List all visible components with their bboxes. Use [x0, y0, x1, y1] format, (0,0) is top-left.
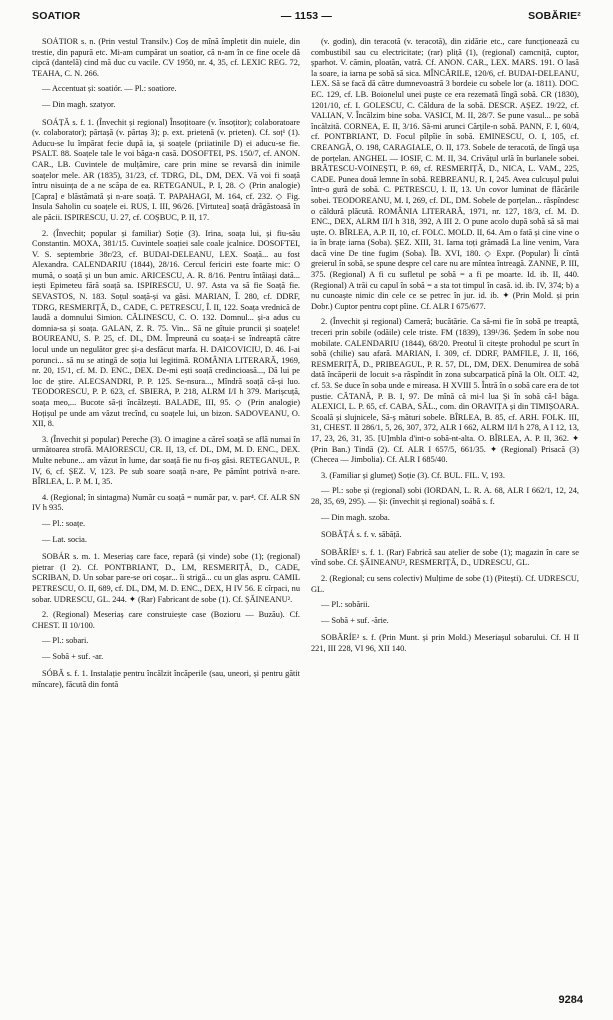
entry-sobarie2: SOBĂRÍE² s. f. (Prin Munt. și prin Mold.) Meseriașul sobarului. Cf. H II 221, III 228, VI 96, XII 140.	[311, 633, 579, 653]
entry-sobarie1-etymology: — Sobă + suf. -ărie.	[321, 615, 389, 625]
entry-soata-plural: — Pl.: soațe.	[42, 518, 86, 528]
entry-soata-sense-2: 2. (Învechit; popular și familiar) Soție (3). Irina, soața lui, și fiu-său Constantin. MOXA, 381/15. Cuvintele soației sale coale jcalnice. DOSOFTEI, V. S. septembrie 38r/23, cf. BUDAI-DELEANU, LEX. Soață... au fost Alexandra. CALENDARIU (1844), 28/16. Cercul fericiri este foarte mic: O mumă, o soață și un bun amic. ARICESCU, A. R. 8/16. Pentru întâiași dată... iești Epimeteu fără soață sa. ISPIRESCU, U. 97. Asta va să fie Soață fie. SEVASTOS, N. 183. Soțul soață-și va găsi. MARIAN, Î. 280, cf. DDRF, TDRG, RESMERIȚĂ, D., CADE, C. PETRESCU, Î. II, 122. Soața vrednică de laudă a domnului Simion. CĂLINESCU, C. O. 132. Domnul... și-a adus cu domnia-sa și soața. GALAN, Z. R. 75. Vin... Să ne gîtuie pruncii și soațele! BOUREANU, S. P. 25, cf. DL, DM. Împreună cu soața-i se îndreaptă către locul unde un negulător grec și-a desfăcut marfa. H. DAICOVICIU, D. 46. I-ai porunci... să nu se atingă de soția lui legitimă. ROMÂNIA LITERARĂ, 1969, nr. 20, 15/1, cf. M. D. ENC., DEX. De-mi ești soață credincioasă..., Dă lui pe loc de știre. ALECSANDRI, P. P. 125. Se-nsura..., Mîndră soață că-și luo. TEODORESCU, P. P. 623, cf. SBIERA, P. 218, ALRM I/I h 379. Marișcuță, soața meo,... Bucote să-ți încălzești. BALADE, III, 95. ◇ (Prin analogie) Hoțișul pe unde am văzut trecînd, cu soațele lui, un bizon. SADOVEANU, O. XII, 8.	[32, 228, 300, 429]
header-first-entry: SOATIOR	[32, 10, 81, 22]
header-page-number: — 1153 —	[280, 10, 333, 22]
entry-soatior: SOÁTIOR s. n. (Prin vestul Transilv.) Coș de mînă împletit din nuiele, din trestie, din papură etc. Mi-am cumpărat un soatior, că n-am în ce fine ocele dă cipcă (dantelă) cind mă duc cu vacile. CV 1950, nr. 4, 35, cf. LEXIC REG. 72, TEAHA, C. N. 266.	[32, 37, 300, 78]
entry-soata-sense-3: 3. (Învechit și popular) Pereche (3). O imagine a căreî soață se află numai în următoarea strofă. MAIORESCU, CR. II, 13, cf. DL, DM, M. D. ENC., DEX. Multe nebune... am văzut în lume, dar soață fie nu fi-oș găsi. RETEGANUL, P. IV, 6, cf. ȘEZ. V, 123. Pe sub soare soață n-are, Pe pămînt potrivă n-are. BÎRLEA, L. P. M. I, 35.	[32, 434, 300, 487]
entry-soatior-accent: — Accentuat și: soatiór. — Pl.: soatiore.	[42, 84, 177, 94]
entry-sobar-sense-2: 2. (Regional) Meseriaș care construiește case (Bozioru — Buzău). Cf. CHEST. II 10/100.	[32, 610, 300, 630]
left-column	[32, 37, 300, 981]
entry-soba-etymology: — Din magh. szoba.	[321, 512, 390, 522]
entry-soba-sense-1-cont: (v. godin), din teracotă (v. teracotă), din zidărie etc., care funcționează cu combustibil sau cu electricitate; (rar) pliță (1), (regional) camcniță, cuptor, șparhot. V. cămin, ploatăn, vatră. Cf. ANON. CAR., LEX. MARS. 191. O lasă la soare, ia iarna pe sobă să sica. MÎNCĂRILE, 120/6, cf. BUDAI-DELEANU, LEX. Să se facă dă către dumnevoastră 3 bordeie cu sobele lor (a. 1811). DOC. EC. 129, cf. LB. Boionelul unei puște ce era rezemată lîngă sobă. CR (1830), 1201/10, cf. I. GOLESCU, C. Căldura de la sobă. DESCR. AȘEZ. 19/22, cf. VALIAN, V. Încălzim bine soba. VASICI, M. II, 28/7. Se pune vasul... pe sobă încălzită. CORNEA, E. II, 3/16. Să-mi arunci Cărțile-n sobă. PANN, F. I, 60/4, cf. PONTBRIANT, D. Focul pîlpîie în sobă. EMINESCU, O. I, 105, cf. CREANGĂ, O. 198, CARAGIALE, O. II, 173. Sobele de teracotă, de lîngă ușa de porțelan. ANGHEL — IOSIF, C. M. II, 34. Crivățul urlă în burlanele sobei. BRĂTESCU-VOINEȘTI, P. 69, cf. RESMERIȚĂ, D., NICA, L. VAM., 225, CADE. Punea două lemne în sobă. REBREANU, R. I, 245. Avea culcușul pului într-o gură de sobă. C. PETRESCU, I. II, 13. Un covor luminat de flăcările sobei. TEODOREANU, M. I, 269, cf. DL, DM. Sobele de porțelan... răspîndesc o căldură plăcută. ROMÂNIA LITERARĂ, 1971, nr. 127, 18/3, cf. M. D. ENC., DEX, ALRM II/I h 318, 392, A III 2. O pune acolo după sobă să să mai uște. O. BÎRLEA, A.P. II, 10, cf. FOLC. MOLD. II, 64. Am o fată și cine vine o ia în brațe iarna (Soba). ȘEZ. XIII, 31. Iarna toți grămadă La line venim, Vara dacă vine De tine fugim (Soba). ÎB. XVI, 180. ◇ Expr. (Popular) Îi cîntă greierul în sobă, se spune despre cel care nu are mîntea întreagă. ZANNE, P. III, 375. (Regional) A fi cu sufletul pe sobă = a fi pe moarte. Id. ib. II, 440. (Regional) A trăi cu capul în sobă = a sta tot timpul în casă. id. ib. IV, 374; b) a nu cunoaște nimic din cele ce se petrec în jur. id. ib. ✦ (Prin Mold. și prin Dobr.) Cuptor pentru copt pîine. Cf. ALR I 675/677.	[311, 37, 579, 311]
entry-soba-sense-1-start: SÓBĂ s. f. 1. Instalație pentru încălzit încăperile (sau, uneori, și pentru gătit mîncare), făcută din fontă	[32, 669, 300, 690]
entry-soata-sense-1: SOÁȚĂ s. f. 1. (Învechit și regional) Însoțitoare (v. însoțitor); colaboratoare (v. colaborator); părtașă (v. părtaș 3); p. ext. prietenă (v. prieten). Cf. soț¹ (1). Aducu-se lu împărat fecie după ia, și soațele (priiatinile D) ei aducu-se fie. PSALT. 88. Soațele tale le voi băga-n casă. DOSOFTEI, PS. 150/7, cf. ANON. CAR., LB. Cuvintele de mulțămire, care prin mine se revarsă din inimile soațelor mele. AR (1835), 31/23, cf. TDRG, DL, DM, DEX. Vă voi fi soață întru nisuința de a ne scăpa de ea. RETEGANUL, P. I, 28. ◇ (Prin analogie) [Capra] e blăstămată și n-are soață. T. PAPAHAGI, M. 164, cf. 232. ◇ Fig. Insula Saholin cu soațele ei. RUS, I. III, 96/26. [Virtutea] soață drăgăstoasă în ale păcii. ISPIRESCU, U. 27, cf. COȘBUC, P. II, 17.	[32, 117, 300, 222]
entry-soba-plural: — Pl.: sobe și (regional) sobi (IORDAN, L. R. A. 68, ALR I 662/1, 12, 24, 28, 35, 69, 295). — Și: (învechit și regional) soábă s. f.	[311, 486, 579, 506]
entry-soba-sense-2: 2. (Învechit și regional) Cameră; bucătărie. Ca să-mi fie în sobă pe treaptă, treceri prin sobile (odăile) cele triste. FM (1839), 139¹/36. Ședem în sobe nou mobilate. CALENDARIU (1844), 68/20. Preotul îi citește prohodul pe scurt în sobă (chilie) sau afară. MARIAN, I. 309, cf. DDRF, PAMFILE, J. II, 166, RESMERIȚĂ, D., PRIBEAGUL, P. R. 57, DL, DM, DEX. Denumirea de sobă dată încăperii de locuit s-a răspîndit în zona subcarpatică pînă la Olt. OLT. 42, cf. 53. Se duce în soba unde e mireasa. H XVIII 5. Întră în o sobă care era de tot pustie. CĂTANĂ, P. B. I, 97. De mînă că mi-l lua Și în sobă că-l băga. ALEXICI, L. P. 65, cf. CABA, SĂL., com. din ORAVIȚA și din TIMIȘOARA. Scoală și slujnicele, Să-ș mături sobele. BÎRLEA, B. 85, cf. ARH. FOLK. III, 31, CHEST. II 286/1, 5, 26, 307, 372, ALR I 662, ALRM II/I h 278, A I 12, 13, 17, 23, 26, 31, 35. [U]mbla d'int-o sobă-nt-alta. O. BÎRLEA, A. P. II, 362. ✦ (Prin Ban.) Tindă (2). Cf. ALR I 657/5, 661/35. ✦ (Regional) Prisacă (3) (Checea — Jimbolia). Cf. ALR I 685/40.	[311, 317, 579, 465]
entry-soata-etymology: — Lat. socia.	[42, 534, 87, 544]
entry-sobarie1-plural: — Pl.: sobării.	[321, 600, 370, 610]
running-header	[32, 10, 581, 24]
entry-soba-sense-3: 3. (Familiar și glumeț) Soție (3). Cf. BUL. FIL. V, 193.	[321, 470, 505, 480]
entry-sobarie1-sense-2: 2. (Regional; cu sens colectiv) Mulțime de sobe (1) (Pitești). Cf. UDRESCU, GL.	[311, 573, 579, 594]
entry-sobar-plural: — Pl.: sobari.	[42, 636, 89, 646]
entry-sobata: SOBĂȚÁ s. f. v. săbăță.	[321, 530, 402, 540]
entry-sobar-etymology: — Sobă + suf. -ar.	[42, 651, 104, 661]
entry-sobar-sense-1: SOBÁR s. m. 1. Meseriaș care face, repară (și vinde) sobe (1); (regional) pietrar (I 2). Cf. PONTBRIANT, D., LM, RESMERIȚĂ, D., CADE, SCRIBAN, D. Un sobar pare-se ori coșar... îi strigă... cu un glas aspru. CAMIL PETRESCU, O. II, 689, cf. DL, DM, M. D. ENC., DEX, H IV 56. E cîrpaci, nu sobar. UDRESCU, GL. 244. ✦ (Rar) Fabricant de sobe (1). Cf. ȘĂINEANU².	[32, 552, 300, 604]
right-column	[311, 37, 579, 981]
entry-soata-sense-4: 4. (Regional; în sintagma) Număr cu soață = număr par, v. par⁴. Cf. ALR SN IV h 935.	[32, 492, 300, 513]
entry-sobarie1-sense-1: SOBĂRÍE¹ s. f. 1. (Rar) Fabrică sau atelier de sobe (1); magazin în care se vînd sobe. Cf. ȘĂINEANU², RESMERIȚĂ, D., UDRESCU, GL.	[311, 547, 579, 568]
page-code: 9284	[558, 994, 583, 1006]
header-last-entry: SOBĂRIE²	[528, 10, 581, 22]
entry-soatior-etymology: — Din magh. szatyor.	[42, 99, 116, 109]
